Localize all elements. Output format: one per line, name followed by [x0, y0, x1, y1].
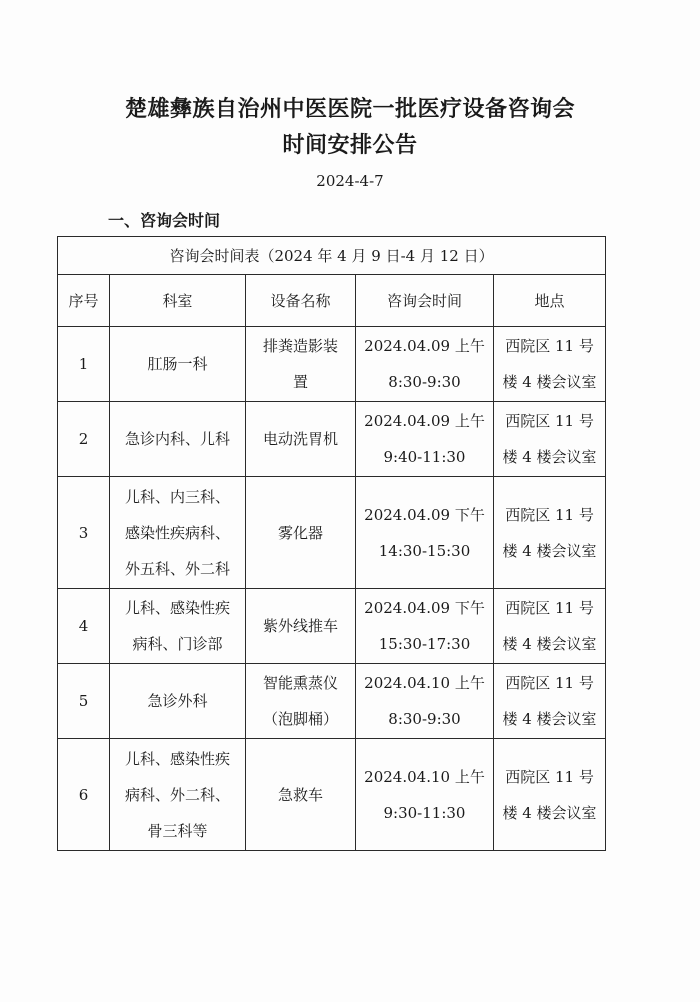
cell-time-line: 2024.04.09 下午 — [364, 505, 485, 524]
cell-place-line: 西院区 11 号 — [505, 767, 594, 786]
cell-dept-line: 儿科、感染性疾 — [124, 749, 230, 768]
cell-dept — [110, 402, 246, 477]
cell-place-line: 楼 4 楼会议室 — [502, 803, 597, 822]
cell-dept — [110, 589, 246, 664]
cell-dept-line: 急诊内科、儿科 — [124, 430, 230, 448]
cell-time-line: 2024.04.09 上午 — [364, 337, 485, 355]
cell-no: 2 — [58, 402, 110, 477]
cell-device-line: 急救车 — [277, 785, 323, 804]
cell-time — [356, 402, 494, 477]
cell-dept — [110, 664, 246, 739]
cell-dept-line: 儿科、感染性疾 — [124, 599, 230, 617]
cell-place — [494, 327, 606, 402]
cell-place-line: 西院区 11 号 — [505, 412, 594, 430]
cell-device — [246, 327, 356, 402]
cell-place-line: 楼 4 楼会议室 — [502, 710, 597, 728]
table-row — [58, 589, 606, 664]
cell-device — [246, 589, 356, 664]
cell-dept-line: 病科、门诊部 — [132, 635, 223, 653]
cell-device — [246, 664, 356, 739]
cell-place — [494, 664, 606, 739]
cell-time-line: 2024.04.09 下午 — [364, 599, 485, 617]
document-title: 楚雄彝族自治州中医医院一批医疗设备咨询会 — [124, 97, 575, 122]
cell-time-line: 2024.04.09 上午 — [364, 412, 485, 430]
cell-time-line: 9:40-11:30 — [383, 448, 466, 466]
cell-time-line: 2024.04.10 上午 — [364, 674, 485, 692]
cell-place-line: 楼 4 楼会议室 — [502, 635, 597, 653]
table-row — [58, 477, 606, 589]
cell-dept-line: 感染性疾病科、 — [124, 523, 230, 542]
cell-time-line: 14:30-15:30 — [378, 541, 471, 560]
cell-time-line: 8:30-9:30 — [388, 710, 461, 728]
cell-place-line: 西院区 11 号 — [505, 337, 594, 355]
cell-device — [246, 402, 356, 477]
cell-device-line: 智能熏蒸仪 — [262, 674, 338, 692]
document-subtitle: 时间安排公告 — [282, 133, 418, 158]
cell-dept-line: 骨三科等 — [147, 821, 208, 840]
header-time: 咨询会时间 — [356, 275, 494, 327]
cell-device-line: （泡脚桶） — [262, 710, 338, 728]
cell-time — [356, 327, 494, 402]
cell-no: 1 — [58, 327, 110, 402]
document-date: 2024-4-7 — [316, 172, 384, 190]
table-row — [58, 402, 606, 477]
header-device: 设备名称 — [246, 275, 356, 327]
cell-dept — [110, 739, 246, 851]
cell-dept-line: 病科、外二科、 — [124, 785, 230, 804]
cell-place — [494, 739, 606, 851]
header-no: 序号 — [58, 275, 110, 327]
section-heading: 一、咨询会时间 — [108, 211, 221, 230]
cell-dept-line: 肛肠一科 — [147, 355, 208, 373]
cell-place — [494, 402, 606, 477]
cell-time — [356, 739, 494, 851]
cell-time — [356, 664, 494, 739]
table-header-row — [58, 275, 606, 327]
cell-device — [246, 477, 356, 589]
cell-dept — [110, 327, 246, 402]
cell-no: 6 — [58, 739, 110, 851]
cell-place-line: 西院区 11 号 — [505, 505, 594, 524]
cell-time — [356, 589, 494, 664]
cell-device — [246, 739, 356, 851]
cell-device-line: 置 — [292, 373, 308, 391]
table-row — [58, 664, 606, 739]
cell-device-line: 电动洗胃机 — [262, 430, 338, 448]
cell-place-line: 西院区 11 号 — [505, 599, 594, 617]
table-caption: 咨询会时间表（2024 年 4 月 9 日-4 月 12 日） — [58, 237, 606, 275]
cell-place — [494, 589, 606, 664]
header-place: 地点 — [494, 275, 606, 327]
cell-time — [356, 477, 494, 589]
cell-time-line: 2024.04.10 上午 — [364, 767, 485, 786]
header-dept: 科室 — [110, 275, 246, 327]
cell-time-line: 15:30-17:30 — [378, 635, 471, 653]
cell-place-line: 楼 4 楼会议室 — [502, 541, 597, 560]
cell-dept — [110, 477, 246, 589]
cell-place-line: 楼 4 楼会议室 — [502, 448, 597, 466]
cell-dept-line: 外五科、外二科 — [124, 559, 230, 578]
table-row — [58, 739, 606, 851]
cell-place-line: 西院区 11 号 — [505, 674, 594, 692]
cell-no: 3 — [58, 477, 110, 589]
cell-no: 5 — [58, 664, 110, 739]
cell-device-line: 紫外线推车 — [262, 617, 338, 635]
cell-time-line: 9:30-11:30 — [383, 803, 466, 822]
schedule-table — [57, 236, 606, 851]
cell-place — [494, 477, 606, 589]
table-row — [58, 327, 606, 402]
cell-dept-line: 儿科、内三科、 — [124, 487, 230, 506]
cell-dept-line: 急诊外科 — [147, 692, 208, 710]
cell-time-line: 8:30-9:30 — [388, 373, 461, 391]
cell-place-line: 楼 4 楼会议室 — [502, 373, 597, 391]
cell-no: 4 — [58, 589, 110, 664]
cell-device-line: 排粪造影装 — [262, 337, 338, 355]
cell-device-line: 雾化器 — [277, 523, 323, 542]
